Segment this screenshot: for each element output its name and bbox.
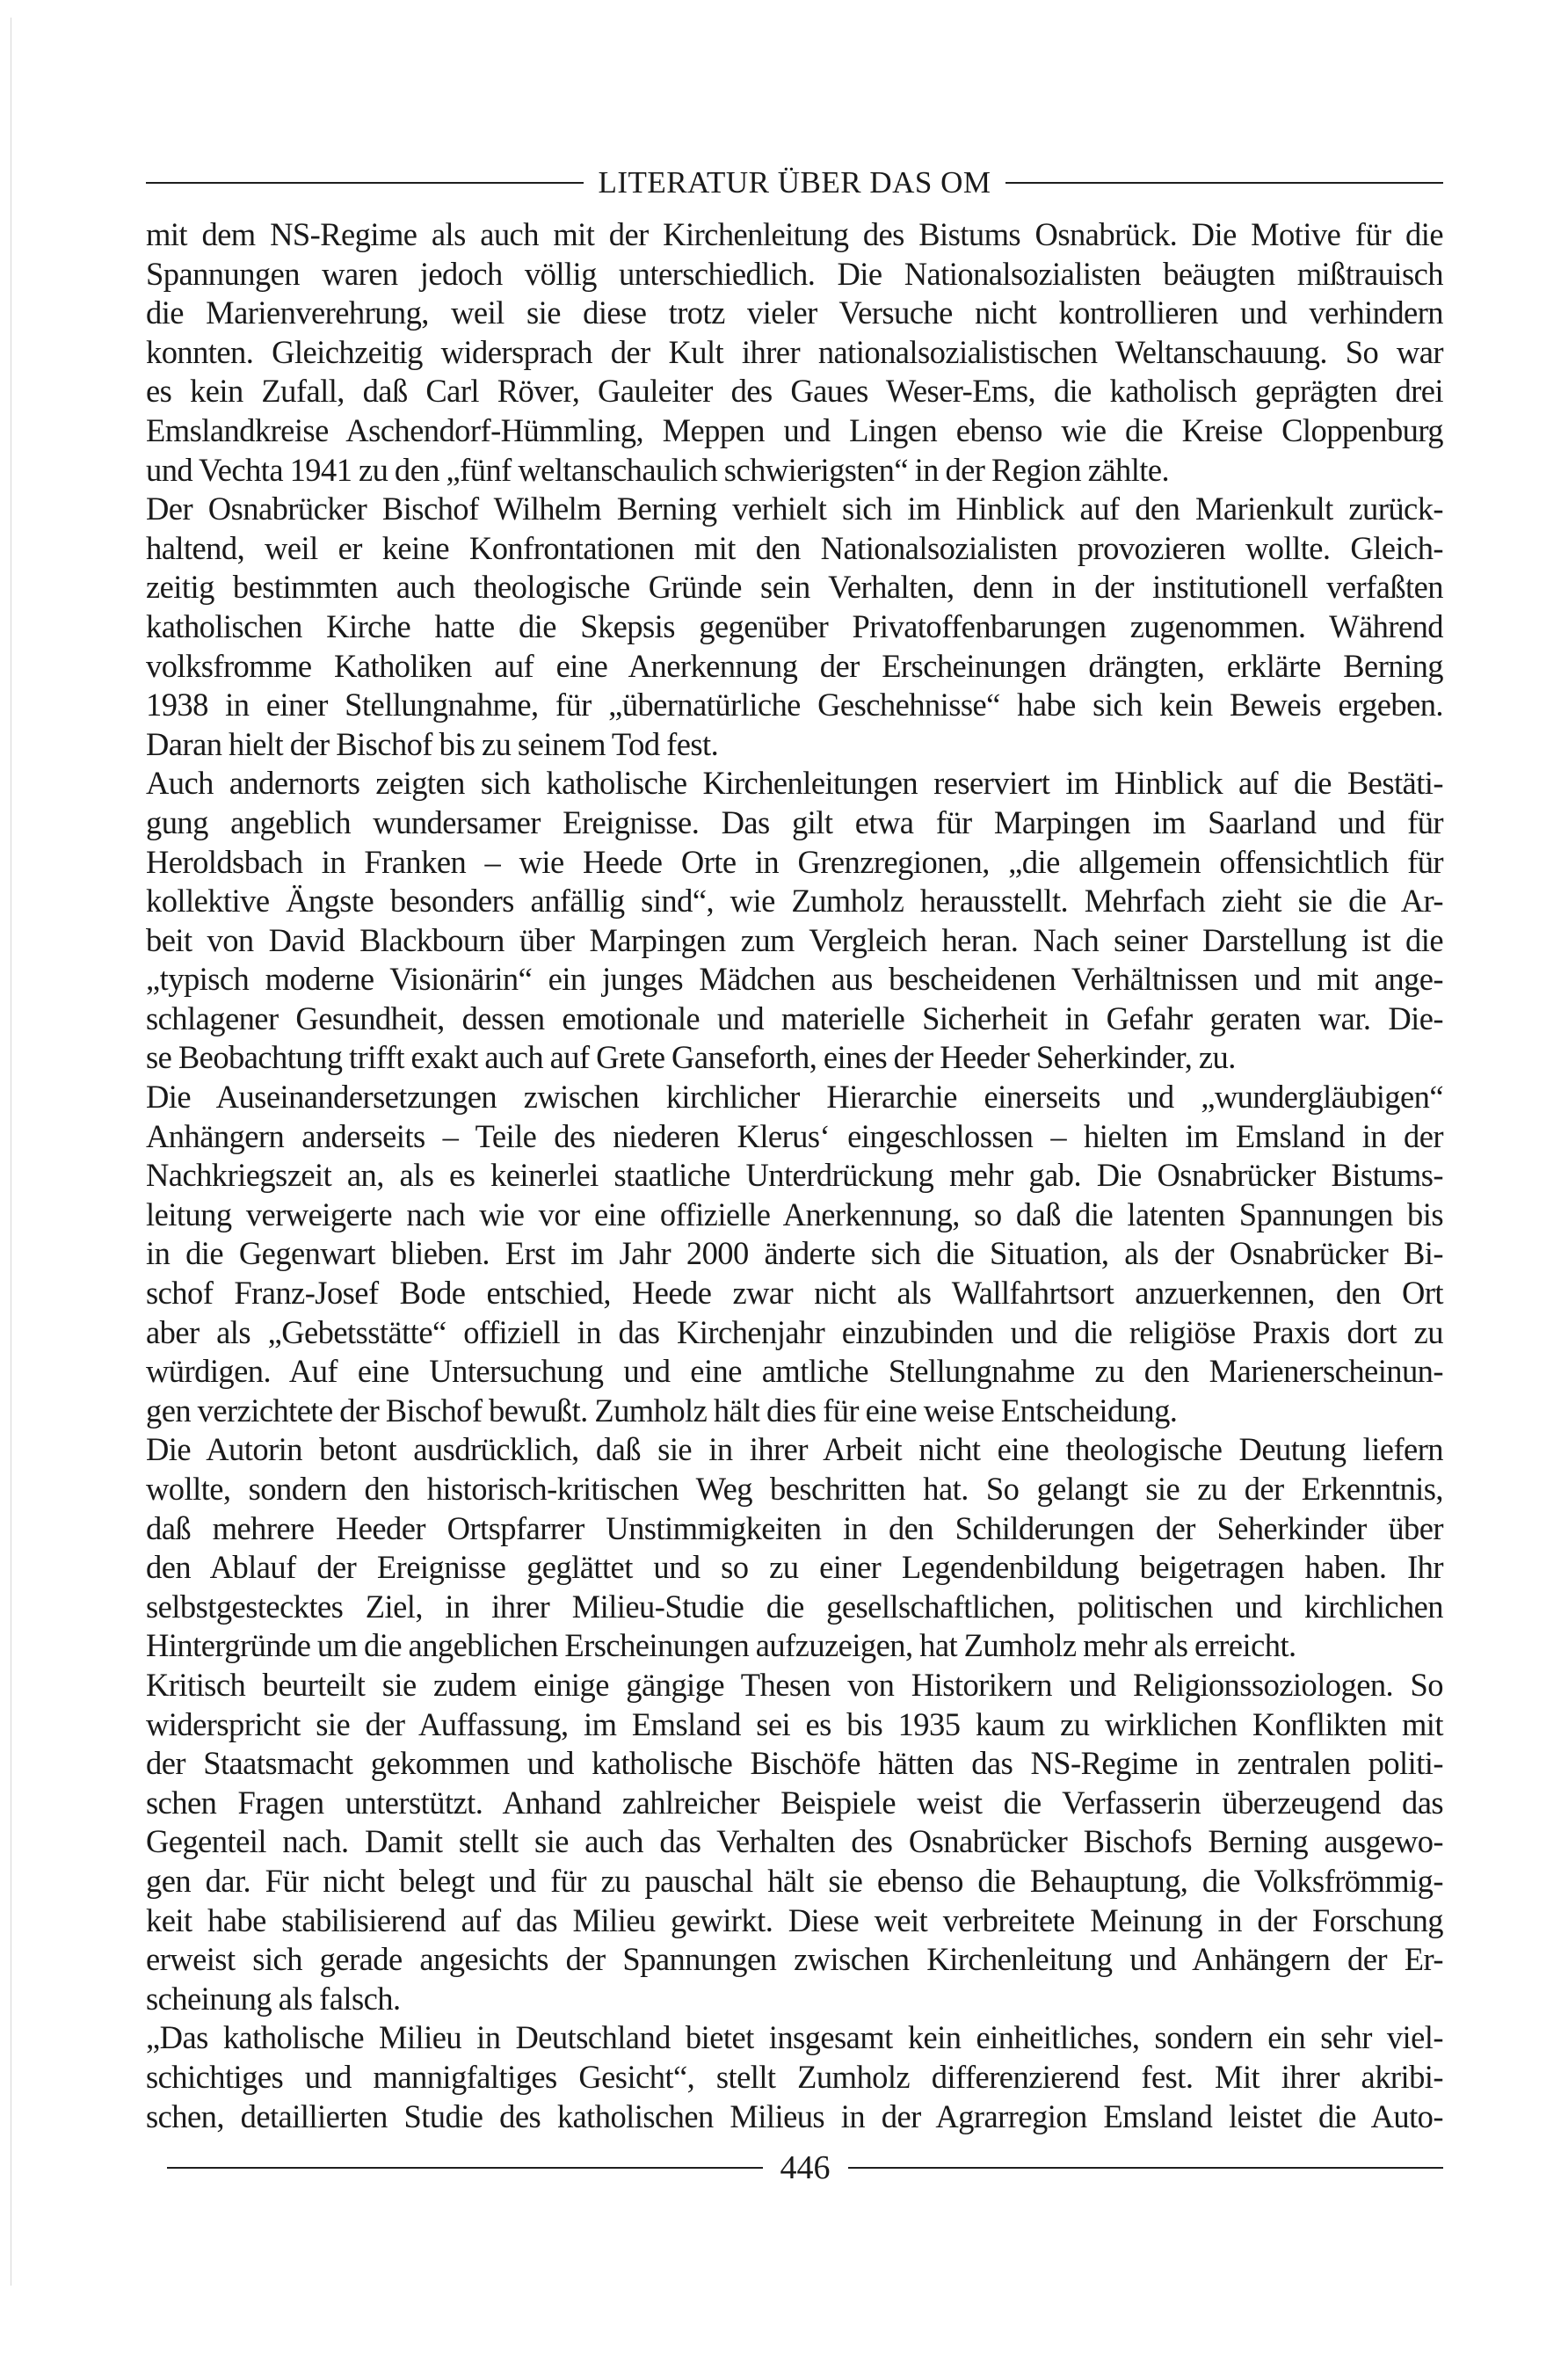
text-line: schof Franz-Josef Bode entschied, Heede zwar nicht als Wallfahrtsort anzuerkennen, den Ort: [146, 1275, 1443, 1312]
text-line: widerspricht sie der Auffassung, im Emsland sei es bis 1935 kaum zu wirklichen Konflikten mit: [146, 1705, 1443, 1742]
body-text: [146, 215, 1443, 2136]
text-line: erweist sich gerade angesichts der Spannungen zwischen Kirchenleitung und Anhängern der Er-: [146, 1941, 1443, 1978]
text-line: „Das katholische Milieu in Deutschland bietet insgesamt kein einheitliches, sondern ein sehr viel-: [146, 2019, 1443, 2056]
text-line: volksfromme Katholiken auf eine Anerkennung der Erscheinungen drängten, erklärte Berning: [146, 647, 1443, 684]
text-line: beit von David Blackbourn über Marpingen zum Vergleich heran. Nach seiner Darstellung ist die: [146, 921, 1443, 958]
text-line: schlagener Gesundheit, dessen emotionale und materielle Sicherheit in Gefahr geraten war. Die-: [146, 1000, 1443, 1036]
text-line: zeitig bestimmten auch theologische Gründe sein Verhalten, denn in der institutionell verfaßten: [146, 569, 1443, 606]
text-line: 1938 in einer Stellungnahme, für „übernatürliche Geschehnisse“ habe sich kein Beweis ergeben.: [146, 687, 1443, 723]
text-line: selbstgestecktes Ziel, in ihrer Milieu-Studie die gesellschaftlichen, politischen und kirchlichen: [146, 1588, 1443, 1625]
footer-right-rule: [848, 2167, 1444, 2169]
text-line: Nachkriegszeit an, als es keinerlei staatliche Unterdrückung mehr gab. Die Osnabrücker Bistums-: [146, 1157, 1443, 1194]
text-line: kollektive Ängste besonders anfällig sind“, wie Zumholz herausstellt. Mehrfach zieht sie die Ar-: [146, 883, 1443, 920]
text-line: Daran hielt der Bischof bis zu seinem Tod fest.: [146, 725, 719, 762]
text-line: leitung verweigerte nach wie vor eine offizielle Anerkennung, so daß die latenten Spannungen bis: [146, 1196, 1443, 1232]
text-line: daß mehrere Heeder Ortspfarrer Unstimmigkeiten in den Schilderungen der Seherkinder über: [146, 1509, 1443, 1546]
text-line: Die Auseinandersetzungen zwischen kirchlicher Hierarchie einerseits und „wundergläubigen“: [146, 1079, 1443, 1116]
page-footer: [167, 2148, 1443, 2187]
text-line: aber als „Gebetsstätte“ offiziell in das Kirchenjahr einzubinden und die religiöse Praxis dort zu: [146, 1313, 1443, 1350]
page-number: 446: [780, 2149, 831, 2186]
text-line: schen Fragen unterstützt. Anhand zahlreicher Beispiele weist die Verfasserin überzeugend das: [146, 1784, 1443, 1821]
text-line: Der Osnabrücker Bischof Wilhelm Berning verhielt sich im Hinblick auf den Marienkult zurück-: [146, 491, 1443, 527]
text-line: scheinung als falsch.: [146, 1980, 401, 2017]
text-line: es kein Zufall, daß Carl Röver, Gauleiter des Gaues Weser-Ems, die katholisch geprägten drei: [146, 373, 1443, 410]
text-line: Kritisch beurteilt sie zudem einige gängige Thesen von Historikern und Religionssoziologen. So: [146, 1666, 1443, 1703]
running-head: [146, 164, 1443, 202]
text-line: se Beobachtung trifft exakt auch auf Grete Ganseforth, eines der Heeder Seherkinder, zu.: [146, 1039, 1236, 1076]
text-line: schen, detaillierten Studie des katholischen Milieus in der Agrarregion Emsland leistet die Auto-: [146, 2097, 1443, 2134]
text-line: würdigen. Auf eine Untersuchung und eine amtliche Stellungnahme zu den Marienerscheinun-: [146, 1353, 1443, 1390]
text-line: haltend, weil er keine Konfrontationen mit den Nationalsozialisten provozieren wollte. Gleich-: [146, 529, 1443, 566]
running-head-right-rule: [1005, 182, 1443, 184]
running-head-title: LITERATUR ÜBER DAS OM: [598, 165, 991, 200]
text-line: „typisch moderne Visionärin“ ein junges Mädchen aus bescheidenen Verhältnissen und mit ange-: [146, 961, 1443, 998]
footer-left-rule: [167, 2167, 763, 2169]
running-head-left-rule: [146, 182, 584, 184]
text-line: der Staatsmacht gekommen und katholische Bischöfe hätten das NS-Regime in zentralen politi-: [146, 1745, 1443, 1782]
text-line: katholischen Kirche hatte die Skepsis gegenüber Privatoffenbarungen zugenommen. Während: [146, 607, 1443, 644]
text-line: keit habe stabilisierend auf das Milieu gewirkt. Diese weit verbreitete Meinung in der Forschung: [146, 1901, 1443, 1938]
text-line: Auch andernorts zeigten sich katholische Kirchenleitungen reserviert im Hinblick auf die Bestäti-: [146, 765, 1443, 802]
text-line: Anhängern anderseits – Teile des niederen Klerus‘ eingeschlossen – hielten im Emsland in der: [146, 1117, 1443, 1154]
text-line: Hintergründe um die angeblichen Erscheinungen aufzuzeigen, hat Zumholz mehr als erreicht.: [146, 1627, 1296, 1664]
text-line: und Vechta 1941 zu den „fünf weltanschaulich schwierigsten“ in der Region zählte.: [146, 451, 1170, 488]
text-line: Spannungen waren jedoch völlig unterschiedlich. Die Nationalsozialisten beäugten mißtrauisch: [146, 255, 1443, 292]
text-line: den Ablauf der Ereignisse geglättet und so zu einer Legendenbildung beigetragen haben. Ihr: [146, 1549, 1443, 1586]
text-line: wollte, sondern den historisch-kritischen Weg beschritten hat. So gelangt sie zu der Erkenntnis,: [146, 1471, 1443, 1507]
text-line: Heroldsbach in Franken – wie Heede Orte in Grenzregionen, „die allgemein offensichtlich für: [146, 843, 1443, 880]
text-line: Emslandkreise Aschendorf-Hümmling, Meppen und Lingen ebenso wie die Kreise Cloppenburg: [146, 411, 1443, 448]
text-line: konnten. Gleichzeitig widersprach der Kult ihrer nationalsozialistischen Weltanschauung. So war: [146, 333, 1443, 370]
text-line: schichtiges und mannigfaltiges Gesicht“, stellt Zumholz differenzierend fest. Mit ihrer akribi-: [146, 2058, 1443, 2095]
text-line: in die Gegenwart blieben. Erst im Jahr 2000 änderte sich die Situation, als der Osnabrücker Bi-: [146, 1235, 1443, 1272]
text-line: gen dar. Für nicht belegt und für zu pauschal hält sie ebenso die Behauptung, die Volksfrömmig-: [146, 1862, 1443, 1899]
text-line: gung angeblich wundersamer Ereignisse. Das gilt etwa für Marpingen im Saarland und für: [146, 803, 1443, 840]
text-line: die Marienverehrung, weil sie diese trotz vieler Versuche nicht kontrollieren und verhindern: [146, 294, 1443, 331]
text-line: gen verzichtete der Bischof bewußt. Zumholz hält dies für eine weise Entscheidung.: [146, 1392, 1178, 1429]
text-line: mit dem NS-Regime als auch mit der Kirchenleitung des Bistums Osnabrück. Die Motive für die: [146, 216, 1443, 252]
text-line: Die Autorin betont ausdrücklich, daß sie in ihrer Arbeit nicht eine theologische Deutung liefern: [146, 1431, 1443, 1468]
text-line: Gegenteil nach. Damit stellt sie auch das Verhalten des Osnabrücker Bischofs Berning ausgewo-: [146, 1823, 1443, 1860]
